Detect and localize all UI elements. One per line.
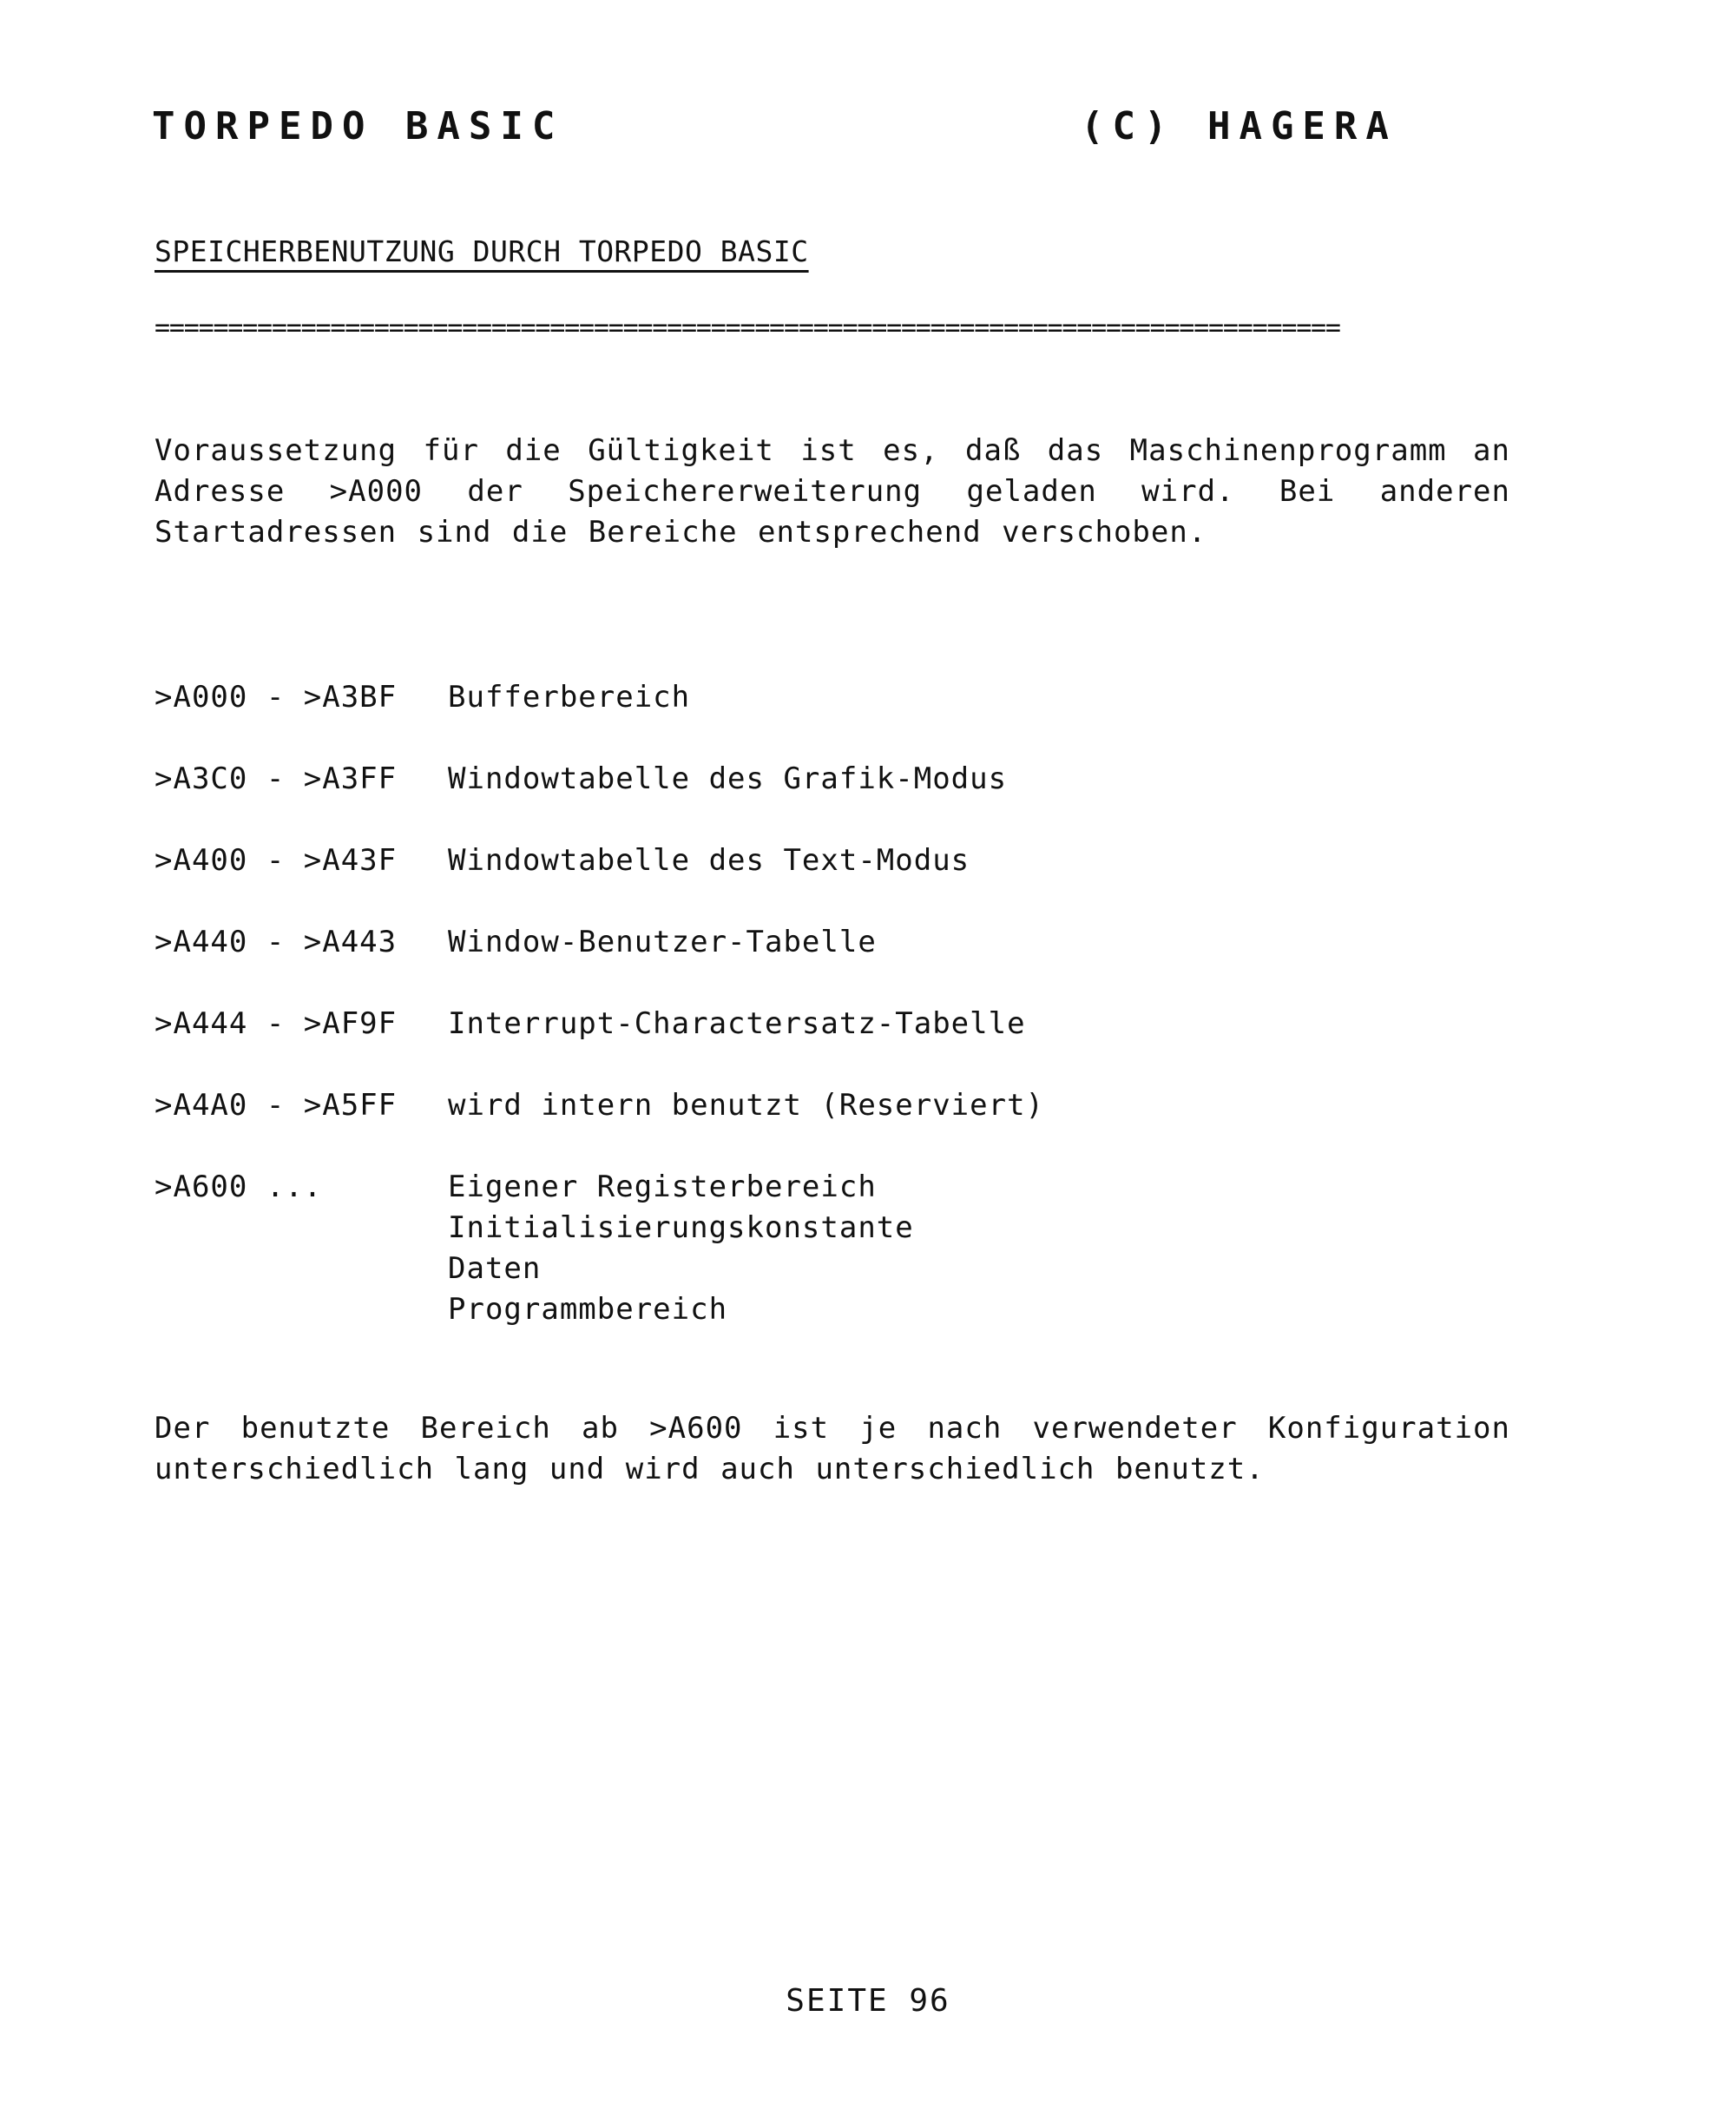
range-description-list [448,1167,914,1330]
range-description: Bufferbereich [448,680,691,715]
page-number: SEITE 96 [786,1983,950,2019]
address-range: >A400 - >A43F [155,843,398,878]
address-range: >A600 ... [155,1170,323,1204]
range-description: Windowtabelle des Grafik-Modus [448,761,1008,796]
address-range: >A4A0 - >A5FF [155,1088,398,1123]
memory-map [155,677,1509,1371]
range-description-line: Eigener Registerbereich [448,1170,877,1204]
range-description-line: Daten [448,1251,542,1286]
page-title: SPEICHERBENUTZUNG DURCH TORPEDO BASIC [155,234,809,268]
intro-paragraph: Voraussetzung für die Gültigkeit ist es, daß das Maschinenprogramm an Adresse >A000 der Speichererweiterung geladen wird. Bei anderen Startadressen sind die Bereiche entsprechend verschoben. [155,433,1510,550]
outro-paragraph: Der benutzte Bereich ab >A600 ist je nach verwendeter Konfiguration unterschiedlich lang und wird auch unterschiedlich benutzt. [155,1411,1510,1486]
address-range: >A444 - >AF9F [155,1006,398,1041]
separator-rule: ================================================================================= [155,313,1340,343]
range-description: Interrupt-Charactersatz-Tabelle [448,1006,1026,1041]
header-program-name: TORPEDO BASIC [152,104,564,148]
memory-map-row [155,1085,1509,1126]
address-range: >A000 - >A3BF [155,680,398,715]
address-range: >A3C0 - >A3FF [155,761,398,796]
memory-map-row [155,1004,1509,1045]
header-copyright: (C) HAGERA [1081,104,1397,148]
range-description: Window-Benutzer-Tabelle [448,925,877,959]
memory-map-row [155,759,1509,800]
range-description-line: Initialisierungskonstante [448,1210,914,1245]
memory-map-row [155,922,1509,963]
range-description: Windowtabelle des Text-Modus [448,843,970,878]
range-description: wird intern benutzt (Reserviert) [448,1088,1045,1123]
address-range: >A440 - >A443 [155,925,398,959]
memory-map-row-last [155,1167,1509,1330]
memory-map-row [155,677,1509,718]
range-description-line: Programmbereich [448,1292,728,1327]
memory-map-row [155,840,1509,881]
